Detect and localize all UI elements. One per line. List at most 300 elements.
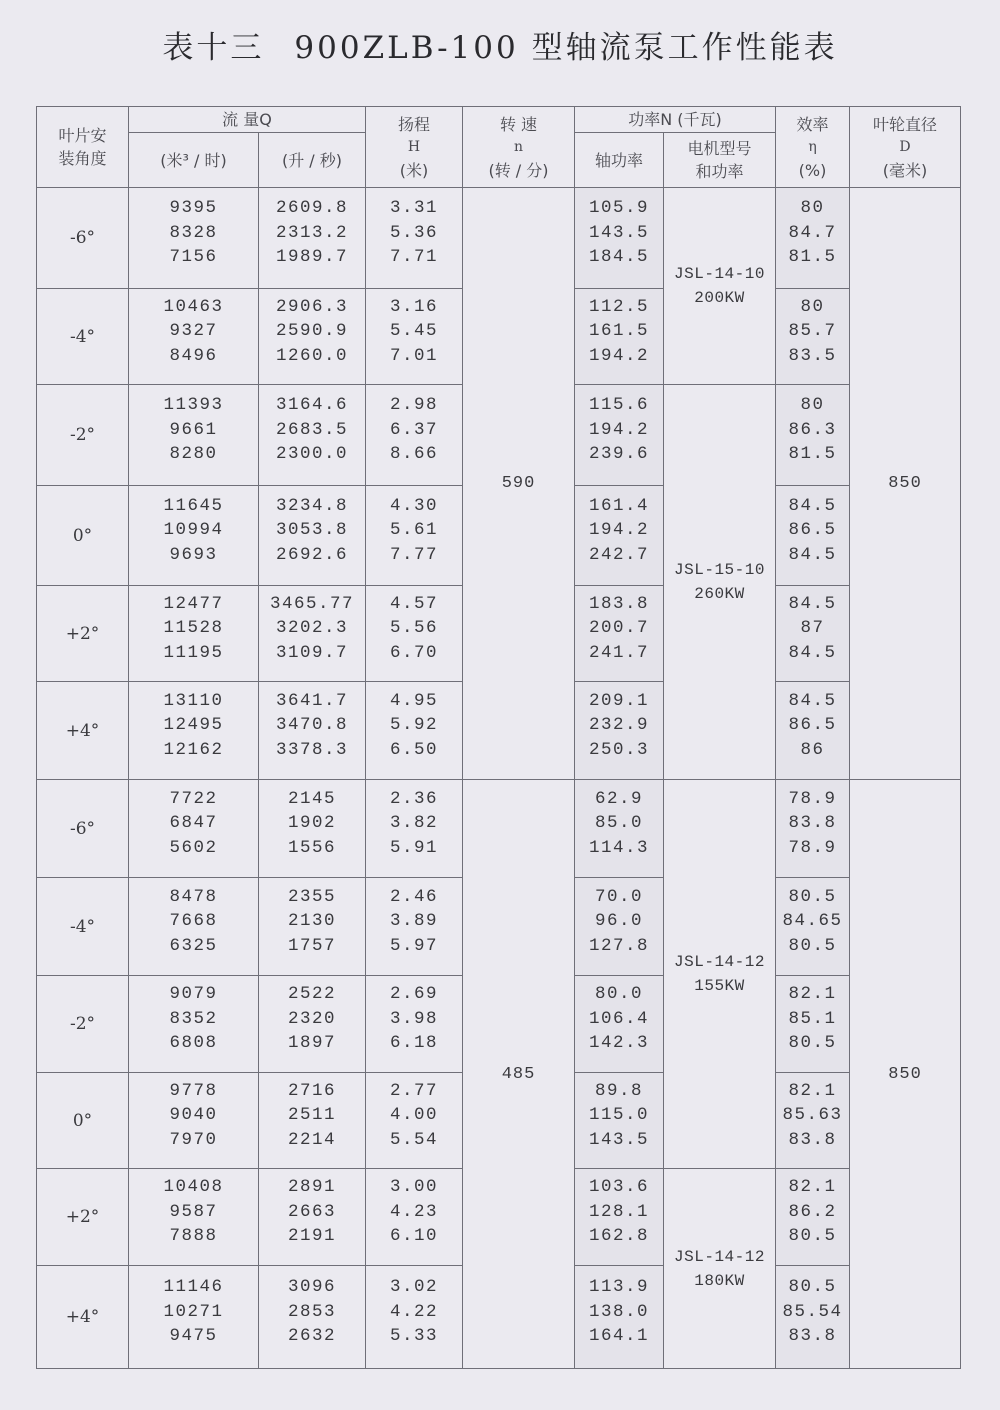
flow-ls-cell-value: 1897	[287, 1033, 336, 1054]
efficiency-cell	[776, 486, 850, 586]
head-cell-value: 4.22	[389, 1301, 438, 1322]
head-cell-value: 6.70	[389, 642, 438, 663]
head-cell-value: 3.82	[389, 813, 438, 834]
motor-power: 155KW	[694, 977, 745, 995]
table-number: 表十三	[162, 30, 265, 66]
blade-angle-cell: -4°	[37, 289, 129, 385]
head-cell-value: 5.54	[389, 1129, 438, 1150]
header-blade-angle	[37, 107, 129, 188]
table-row	[37, 780, 961, 878]
header-text: 和功率	[695, 162, 744, 181]
shaft-power-cell-value: 161.5	[588, 321, 649, 342]
header-text: 叶片安	[58, 126, 107, 145]
motor-model: JSL-15-10	[674, 561, 765, 579]
efficiency-cell	[776, 682, 850, 780]
efficiency-cell-value: 86.3	[788, 419, 837, 440]
shaft-power-cell-value: 241.7	[588, 642, 649, 663]
shaft-power-cell-value: 106.4	[588, 1008, 649, 1029]
flow-m3h-cell-value: 6808	[169, 1033, 218, 1054]
efficiency-cell-value: 85.63	[782, 1105, 843, 1126]
blade-angle-cell: -4°	[37, 878, 129, 976]
flow-m3h-cell-value: 12495	[163, 715, 224, 736]
head-cell-value: 6.18	[389, 1033, 438, 1054]
shaft-power-cell-value: 142.3	[588, 1033, 649, 1054]
flow-m3h-cell-value: 11528	[163, 618, 224, 639]
efficiency-cell-value: 80.5	[788, 935, 837, 956]
flow-m3h-cell-value: 9778	[169, 1080, 218, 1101]
flow-m3h-cell	[129, 586, 259, 682]
speed-cell: 590	[463, 188, 575, 780]
head-cell-value: 4.23	[389, 1201, 438, 1222]
flow-ls-cell-value: 2522	[287, 984, 336, 1005]
blade-angle-cell: -6°	[37, 780, 129, 878]
flow-m3h-cell-value: 10994	[163, 520, 224, 541]
flow-ls-cell	[259, 188, 366, 289]
flow-ls-cell-value: 2145	[287, 788, 336, 809]
table-body	[37, 188, 961, 1369]
flow-ls-cell-value: 3164.6	[275, 395, 348, 416]
table-title: 900ZLB-100 型轴流泵工作性能表	[294, 30, 838, 66]
head-cell-value: 5.61	[389, 520, 438, 541]
flow-ls-cell	[259, 682, 366, 780]
flow-ls-cell-value: 2313.2	[275, 222, 348, 243]
efficiency-cell-value: 82.1	[788, 984, 837, 1005]
flow-m3h-cell	[129, 1266, 259, 1369]
flow-m3h-cell-value: 8328	[169, 222, 218, 243]
head-cell	[366, 486, 463, 586]
efficiency-cell-value: 80	[800, 395, 825, 416]
flow-ls-cell-value: 1260.0	[275, 345, 348, 366]
flow-ls-cell-value: 2609.8	[275, 198, 348, 219]
shaft-power-cell-value: 128.1	[588, 1201, 649, 1222]
flow-ls-cell-value: 1902	[287, 813, 336, 834]
efficiency-cell-value: 81.5	[788, 247, 837, 268]
flow-m3h-cell-value: 13110	[163, 690, 224, 711]
flow-m3h-cell-value: 9475	[169, 1326, 218, 1347]
header-unit: (转 / 分)	[488, 160, 549, 180]
efficiency-cell-value: 83.8	[788, 1129, 837, 1150]
flow-ls-cell-value: 3470.8	[275, 715, 348, 736]
flow-m3h-cell-value: 7888	[169, 1226, 218, 1247]
header-power: 功率N (千瓦)	[575, 107, 776, 133]
flow-ls-cell-value: 2683.5	[275, 419, 348, 440]
flow-m3h-cell	[129, 1073, 259, 1169]
blade-angle-cell: -2°	[37, 976, 129, 1073]
flow-m3h-cell-value: 9040	[169, 1105, 218, 1126]
flow-ls-cell	[259, 1266, 366, 1369]
shaft-power-cell	[575, 586, 664, 682]
flow-m3h-cell-value: 11146	[163, 1277, 224, 1298]
flow-ls-cell	[259, 1073, 366, 1169]
efficiency-cell-value: 86.5	[788, 520, 837, 541]
shaft-power-cell	[575, 385, 664, 486]
flow-ls-cell-value: 2590.9	[275, 321, 348, 342]
blade-angle-cell: 0°	[37, 1073, 129, 1169]
motor-model: JSL-14-12	[674, 953, 765, 971]
head-cell-value: 5.45	[389, 321, 438, 342]
flow-m3h-cell-value: 6325	[169, 935, 218, 956]
efficiency-cell-value: 80.5	[788, 1226, 837, 1247]
shaft-power-cell-value: 184.5	[588, 247, 649, 268]
head-cell-value: 5.91	[389, 837, 438, 858]
head-cell-value: 3.16	[389, 296, 438, 317]
shaft-power-cell-value: 164.1	[588, 1326, 649, 1347]
shaft-power-cell-value: 112.5	[588, 296, 649, 317]
efficiency-cell-value: 84.65	[782, 911, 843, 932]
head-cell	[366, 1266, 463, 1369]
flow-ls-cell-value: 3109.7	[275, 642, 348, 663]
header-head	[366, 107, 463, 188]
shaft-power-cell-value: 194.2	[588, 419, 649, 440]
head-cell-value: 5.56	[389, 618, 438, 639]
flow-ls-cell-value: 3234.8	[275, 495, 348, 516]
head-cell	[366, 385, 463, 486]
header-symbol: D	[899, 138, 911, 155]
header-flow-ls: (升 / 秒)	[259, 133, 366, 188]
shaft-power-cell	[575, 878, 664, 976]
motor-power: 200KW	[694, 289, 745, 307]
flow-m3h-cell-value: 10271	[163, 1301, 224, 1322]
motor-cell	[664, 188, 776, 385]
motor-cell	[664, 385, 776, 780]
shaft-power-cell-value: 115.0	[588, 1105, 649, 1126]
flow-m3h-cell-value: 9693	[169, 544, 218, 565]
blade-angle-cell: +4°	[37, 682, 129, 780]
header-flow: 流 量Q	[129, 107, 366, 133]
header-text: 扬程	[397, 114, 430, 134]
flow-ls-cell-value: 2300.0	[275, 444, 348, 465]
head-cell-value: 2.98	[389, 395, 438, 416]
efficiency-cell-value: 80.5	[788, 1033, 837, 1054]
flow-ls-cell-value: 2692.6	[275, 544, 348, 565]
efficiency-cell-value: 80.5	[788, 1277, 837, 1298]
flow-m3h-cell-value: 11393	[163, 395, 224, 416]
shaft-power-cell-value: 70.0	[594, 886, 643, 907]
efficiency-cell-value: 87	[800, 618, 825, 639]
flow-m3h-cell	[129, 1169, 259, 1266]
efficiency-cell-value: 84.5	[788, 642, 837, 663]
header-shaft-power: 轴功率	[575, 133, 664, 188]
flow-ls-cell-value: 3053.8	[275, 520, 348, 541]
efficiency-cell-value: 85.54	[782, 1301, 843, 1322]
flow-ls-cell-value: 1757	[287, 935, 336, 956]
efficiency-cell	[776, 586, 850, 682]
impeller-diameter-cell: 850	[850, 780, 961, 1369]
shaft-power-cell-value: 85.0	[594, 813, 643, 834]
header-symbol: η	[808, 138, 817, 155]
head-cell-value: 4.95	[389, 690, 438, 711]
efficiency-cell	[776, 976, 850, 1073]
efficiency-cell	[776, 385, 850, 486]
shaft-power-cell-value: 115.6	[588, 395, 649, 416]
header-text: 电机型号	[687, 139, 752, 158]
blade-angle-cell: +2°	[37, 586, 129, 682]
shaft-power-cell-value: 161.4	[588, 495, 649, 516]
head-cell-value: 5.36	[389, 222, 438, 243]
head-cell-value: 8.66	[389, 444, 438, 465]
motor-model: JSL-14-12	[674, 1247, 765, 1266]
flow-m3h-cell-value: 10463	[163, 296, 224, 317]
flow-m3h-cell-value: 12162	[163, 739, 224, 760]
shaft-power-cell-value: 105.9	[588, 198, 649, 219]
flow-m3h-cell	[129, 188, 259, 289]
shaft-power-cell-value: 113.9	[588, 1277, 649, 1298]
head-cell-value: 7.01	[389, 345, 438, 366]
shaft-power-cell-value: 62.9	[594, 788, 643, 809]
blade-angle-cell: 0°	[37, 486, 129, 586]
efficiency-cell-value: 80	[800, 198, 825, 219]
head-cell-value: 7.71	[389, 247, 438, 268]
shaft-power-cell-value: 183.8	[588, 593, 649, 614]
flow-ls-cell	[259, 385, 366, 486]
head-cell-value: 3.31	[389, 198, 438, 219]
efficiency-cell-value: 84.5	[788, 593, 837, 614]
flow-m3h-cell-value: 8496	[169, 345, 218, 366]
efficiency-cell-value: 84.7	[788, 222, 837, 243]
efficiency-cell-value: 83.8	[788, 813, 837, 834]
pump-performance-table	[36, 106, 961, 1369]
head-cell	[366, 976, 463, 1073]
head-cell-value: 2.77	[389, 1080, 438, 1101]
efficiency-cell	[776, 878, 850, 976]
head-cell-value: 2.69	[389, 984, 438, 1005]
shaft-power-cell	[575, 1073, 664, 1169]
flow-m3h-cell-value: 5602	[169, 837, 218, 858]
shaft-power-cell-value: 250.3	[588, 739, 649, 760]
head-cell	[366, 586, 463, 682]
flow-ls-cell-value: 1989.7	[275, 247, 348, 268]
shaft-power-cell	[575, 188, 664, 289]
head-cell-value: 6.50	[389, 739, 438, 760]
head-cell-value: 2.46	[389, 886, 438, 907]
efficiency-cell	[776, 188, 850, 289]
flow-m3h-cell	[129, 682, 259, 780]
flow-ls-cell-value: 3096	[287, 1277, 336, 1298]
efficiency-cell-value: 83.8	[788, 1326, 837, 1347]
blade-angle-cell: +2°	[37, 1169, 129, 1266]
head-cell-value: 6.10	[389, 1226, 438, 1247]
shaft-power-cell-value: 194.2	[588, 520, 649, 541]
header-unit: (毫米)	[882, 160, 928, 180]
blade-angle-cell: +4°	[37, 1266, 129, 1369]
efficiency-cell-value: 80.5	[788, 886, 837, 907]
shaft-power-cell	[575, 1169, 664, 1266]
table-row	[37, 188, 961, 289]
shaft-power-cell-value: 209.1	[588, 690, 649, 711]
flow-ls-cell-value: 2130	[287, 911, 336, 932]
flow-m3h-cell-value: 9327	[169, 321, 218, 342]
efficiency-cell	[776, 1266, 850, 1369]
flow-ls-cell	[259, 586, 366, 682]
motor-cell	[664, 1169, 776, 1369]
header-text: 效率	[796, 114, 829, 134]
blade-angle-cell: -6°	[37, 188, 129, 289]
efficiency-cell-value: 82.1	[788, 1177, 837, 1198]
efficiency-cell-value: 83.5	[788, 345, 837, 366]
flow-m3h-cell-value: 11645	[163, 495, 224, 516]
flow-m3h-cell-value: 12477	[163, 593, 224, 614]
efficiency-cell-value: 84.5	[788, 544, 837, 565]
flow-m3h-cell-value: 9661	[169, 419, 218, 440]
flow-m3h-cell-value: 8352	[169, 1008, 218, 1029]
flow-m3h-cell	[129, 976, 259, 1073]
shaft-power-cell-value: 103.6	[588, 1177, 649, 1198]
flow-ls-cell-value: 1556	[287, 837, 336, 858]
flow-ls-cell	[259, 1169, 366, 1266]
shaft-power-cell-value: 143.5	[588, 222, 649, 243]
flow-m3h-cell	[129, 486, 259, 586]
shaft-power-cell-value: 200.7	[588, 618, 649, 639]
header-motor	[664, 133, 776, 188]
flow-m3h-cell-value: 7970	[169, 1129, 218, 1150]
flow-ls-cell-value: 2320	[287, 1008, 336, 1029]
head-cell	[366, 289, 463, 385]
shaft-power-cell	[575, 486, 664, 586]
head-cell-value: 4.30	[389, 495, 438, 516]
flow-m3h-cell-value: 7156	[169, 247, 218, 268]
head-cell-value: 3.89	[389, 911, 438, 932]
flow-m3h-cell-value: 11195	[163, 642, 224, 663]
head-cell	[366, 780, 463, 878]
efficiency-cell-value: 78.9	[788, 788, 837, 809]
flow-ls-cell-value: 2663	[287, 1201, 336, 1222]
shaft-power-cell-value: 162.8	[588, 1226, 649, 1247]
flow-m3h-cell	[129, 780, 259, 878]
efficiency-cell-value: 85.7	[788, 321, 837, 342]
efficiency-cell-value: 82.1	[788, 1080, 837, 1101]
header-text: 转 速	[499, 114, 538, 134]
shaft-power-cell-value: 232.9	[588, 715, 649, 736]
flow-ls-cell-value: 3202.3	[275, 618, 348, 639]
head-cell-value: 3.98	[389, 1008, 438, 1029]
flow-ls-cell-value: 2214	[287, 1129, 336, 1150]
shaft-power-cell-value: 96.0	[594, 911, 643, 932]
motor-power: 180KW	[694, 1271, 745, 1290]
flow-ls-cell-value: 2355	[287, 886, 336, 907]
header-impeller-diameter	[850, 107, 961, 188]
shaft-power-cell	[575, 1266, 664, 1369]
header-flow-m3h: (米³ / 时)	[129, 133, 259, 188]
flow-ls-cell	[259, 780, 366, 878]
head-cell	[366, 1169, 463, 1266]
flow-m3h-cell	[129, 878, 259, 976]
flow-m3h-cell	[129, 385, 259, 486]
flow-m3h-cell-value: 8280	[169, 444, 218, 465]
head-cell-value: 3.02	[389, 1277, 438, 1298]
header-unit: (米)	[399, 160, 429, 180]
head-cell-value: 5.92	[389, 715, 438, 736]
header-symbol: n	[513, 138, 524, 155]
head-cell-value: 2.36	[389, 788, 438, 809]
flow-ls-cell	[259, 878, 366, 976]
efficiency-cell-value: 84.5	[788, 690, 837, 711]
shaft-power-cell-value: 114.3	[588, 837, 649, 858]
flow-m3h-cell	[129, 289, 259, 385]
efficiency-cell	[776, 1169, 850, 1266]
flow-ls-cell-value: 2716	[287, 1080, 336, 1101]
head-cell-value: 4.57	[389, 593, 438, 614]
flow-ls-cell-value: 2891	[287, 1177, 336, 1198]
shaft-power-cell	[575, 780, 664, 878]
shaft-power-cell-value: 143.5	[588, 1129, 649, 1150]
head-cell-value: 7.77	[389, 544, 438, 565]
flow-ls-cell-value: 3465.77	[269, 593, 354, 614]
flow-ls-cell-value: 2853	[287, 1301, 336, 1322]
shaft-power-cell-value: 89.8	[594, 1080, 643, 1101]
efficiency-cell	[776, 289, 850, 385]
shaft-power-cell	[575, 976, 664, 1073]
page-title	[0, 22, 1000, 67]
efficiency-cell-value: 86.2	[788, 1201, 837, 1222]
head-cell	[366, 188, 463, 289]
flow-m3h-cell-value: 9395	[169, 198, 218, 219]
head-cell	[366, 878, 463, 976]
shaft-power-cell-value: 80.0	[594, 984, 643, 1005]
shaft-power-cell-value: 194.2	[588, 345, 649, 366]
header-text: 装角度	[58, 149, 107, 168]
head-cell	[366, 682, 463, 780]
flow-m3h-cell-value: 7722	[169, 788, 218, 809]
efficiency-cell	[776, 1073, 850, 1169]
flow-ls-cell-value: 3378.3	[275, 739, 348, 760]
motor-model: JSL-14-10	[674, 265, 765, 283]
efficiency-cell-value: 86.5	[788, 715, 837, 736]
flow-m3h-cell-value: 9079	[169, 984, 218, 1005]
shaft-power-cell-value: 127.8	[588, 935, 649, 956]
motor-power: 260KW	[694, 585, 745, 603]
motor-cell	[664, 780, 776, 1169]
flow-m3h-cell-value: 7668	[169, 911, 218, 932]
flow-ls-cell-value: 2191	[287, 1226, 336, 1247]
head-cell	[366, 1073, 463, 1169]
flow-m3h-cell-value: 10408	[163, 1177, 224, 1198]
header-speed	[463, 107, 575, 188]
shaft-power-cell	[575, 289, 664, 385]
efficiency-cell-value: 84.5	[788, 495, 837, 516]
shaft-power-cell-value: 242.7	[588, 544, 649, 565]
flow-ls-cell	[259, 486, 366, 586]
flow-ls-cell-value: 2906.3	[275, 296, 348, 317]
head-cell-value: 5.33	[389, 1326, 438, 1347]
impeller-diameter-cell: 850	[850, 188, 961, 780]
flow-m3h-cell-value: 6847	[169, 813, 218, 834]
head-cell-value: 3.00	[389, 1177, 438, 1198]
efficiency-cell-value: 80	[800, 296, 825, 317]
flow-m3h-cell-value: 8478	[169, 886, 218, 907]
head-cell-value: 5.97	[389, 935, 438, 956]
header-symbol: H	[407, 138, 421, 155]
speed-cell: 485	[463, 780, 575, 1369]
header-efficiency	[776, 107, 850, 188]
head-cell-value: 6.37	[389, 419, 438, 440]
shaft-power-cell-value: 239.6	[588, 444, 649, 465]
header-unit: (%)	[798, 160, 827, 180]
header-text: 叶轮直径	[873, 114, 938, 134]
flow-ls-cell-value: 2511	[287, 1105, 336, 1126]
flow-ls-cell	[259, 976, 366, 1073]
shaft-power-cell	[575, 682, 664, 780]
blade-angle-cell: -2°	[37, 385, 129, 486]
shaft-power-cell-value: 138.0	[588, 1301, 649, 1322]
flow-ls-cell-value: 3641.7	[275, 690, 348, 711]
flow-ls-cell	[259, 289, 366, 385]
efficiency-cell	[776, 780, 850, 878]
efficiency-cell-value: 85.1	[788, 1008, 837, 1029]
efficiency-cell-value: 81.5	[788, 444, 837, 465]
head-cell-value: 4.00	[389, 1105, 438, 1126]
efficiency-cell-value: 78.9	[788, 837, 837, 858]
flow-m3h-cell-value: 9587	[169, 1201, 218, 1222]
